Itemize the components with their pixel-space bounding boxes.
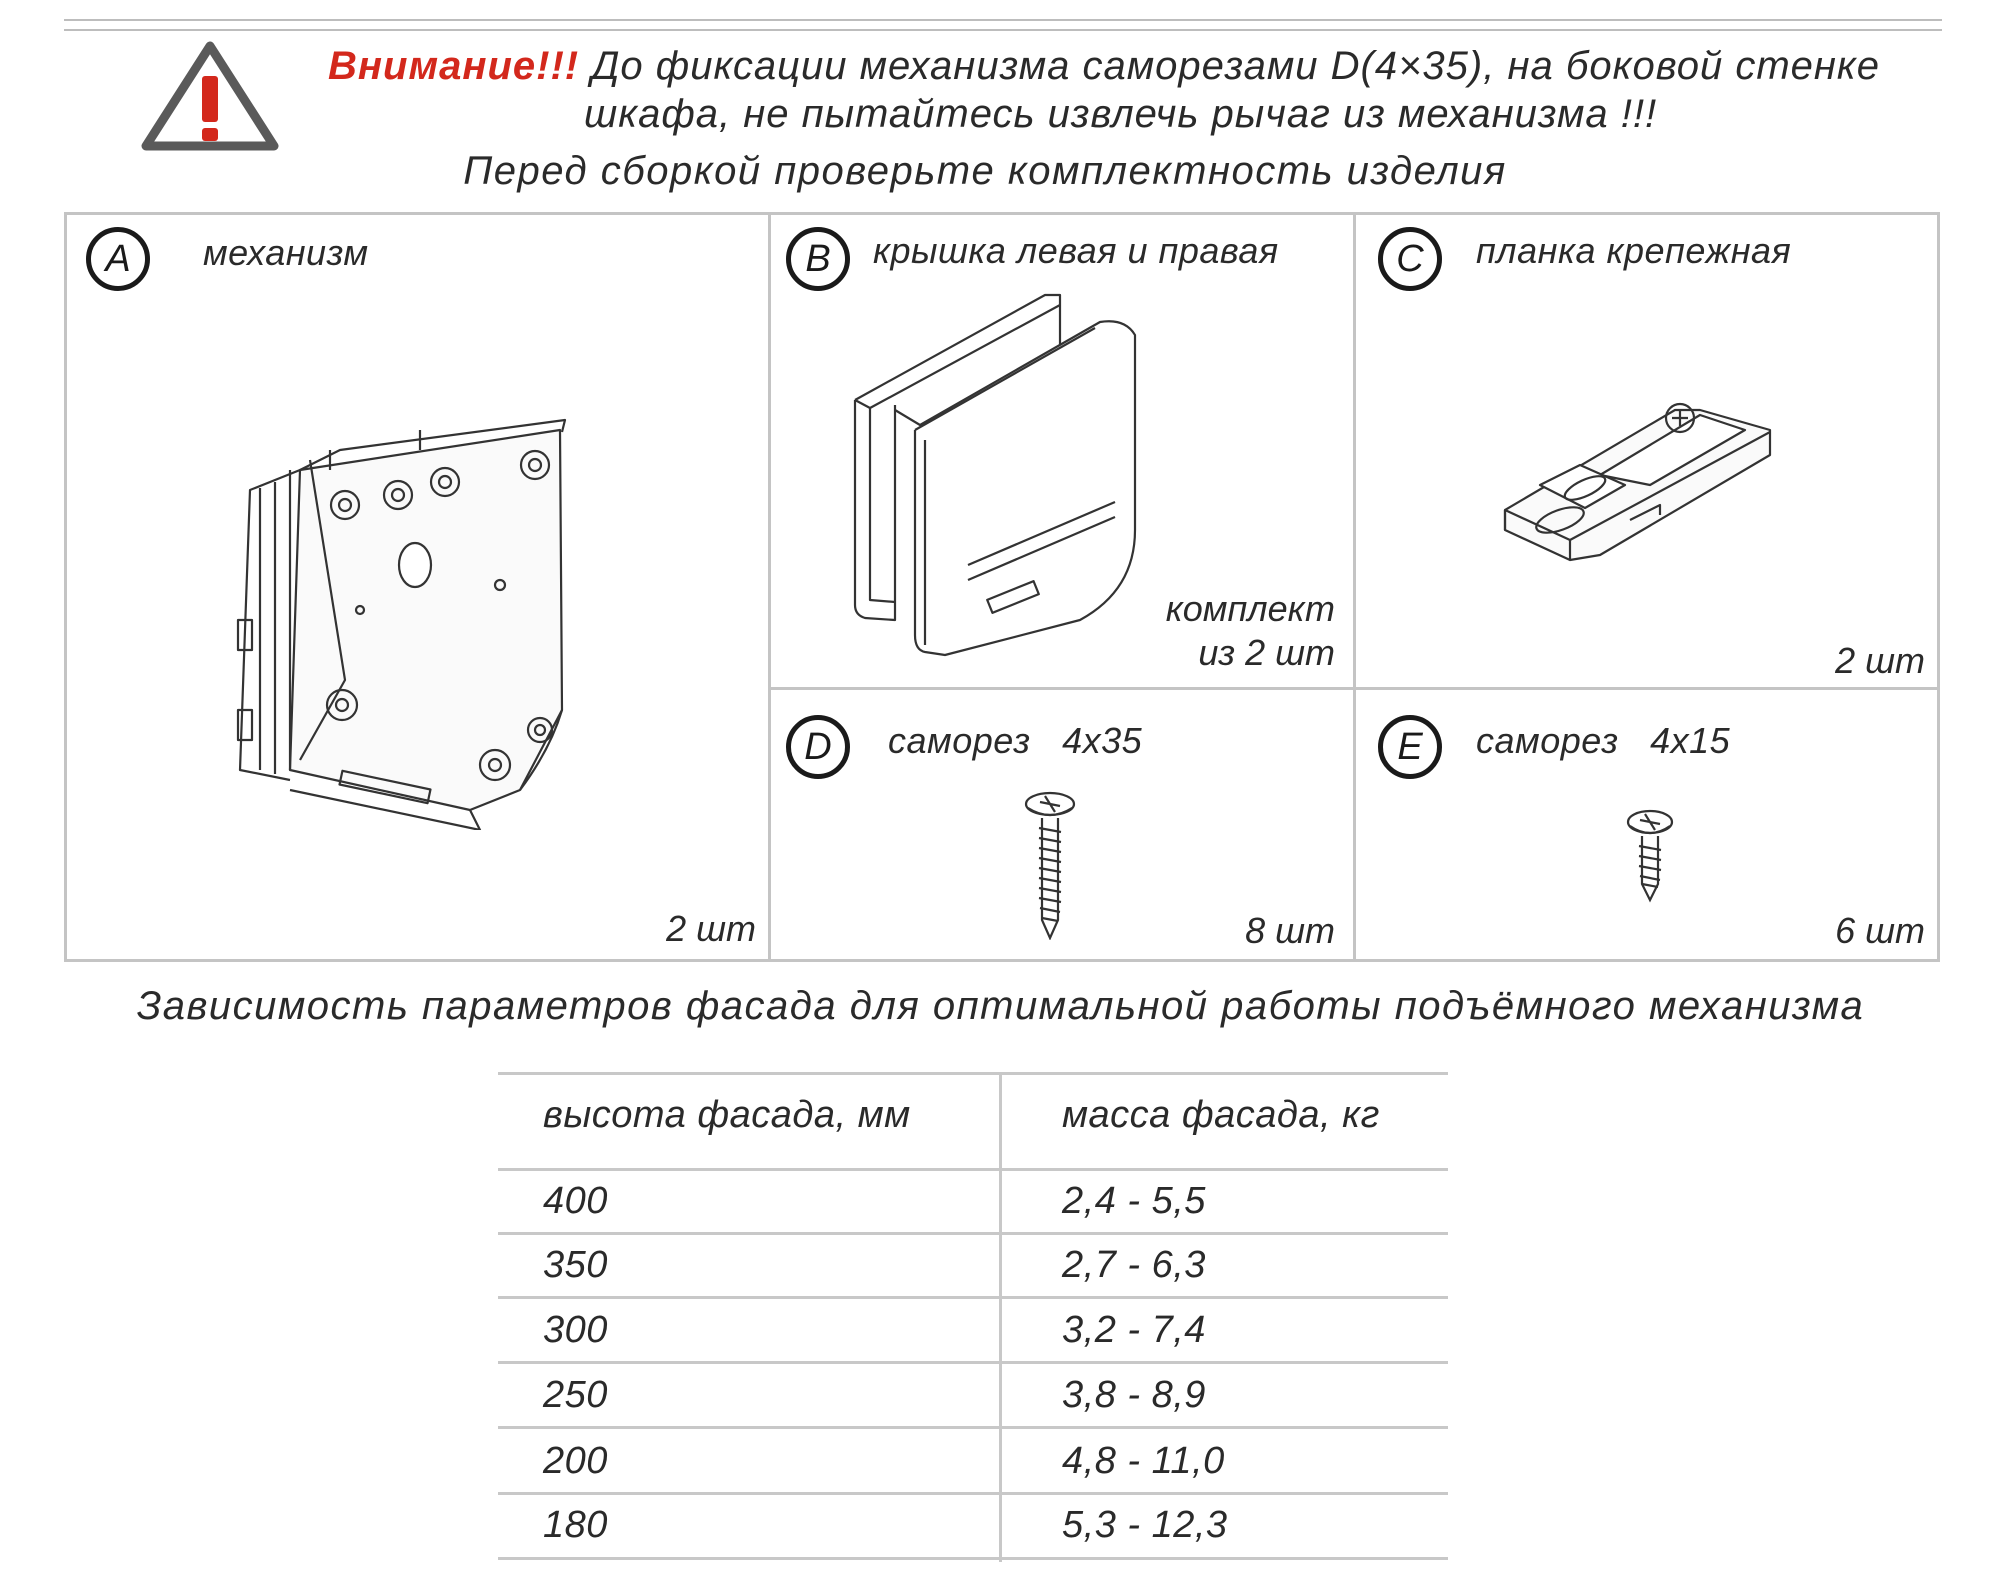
grid-divider-row [768,687,1940,690]
warning-line-1 [328,44,1880,89]
part-name-d-label: саморез [888,720,1031,761]
part-qty-b-line2: из 2 шт [1198,632,1335,673]
table-rule-1 [498,1232,1448,1235]
table-rule-bottom [498,1557,1448,1560]
table-cell-height: 180 [543,1504,608,1546]
part-qty-a: 2 шт [666,908,756,949]
table-header-height: высота фасада, мм [543,1094,911,1136]
warning-text-2: шкафа, не пытайтесь извлечь рычаг из механизма !!! [584,92,1658,136]
table-column-divider [999,1072,1002,1562]
table-cell-mass: 3,2 - 7,4 [1062,1309,1206,1351]
table-rule-2 [498,1296,1448,1299]
table-cell-height: 200 [543,1440,608,1482]
mounting-plate-icon [1500,370,1780,570]
part-name-a: механизм [203,232,369,273]
table-cell-height: 350 [543,1244,608,1286]
part-badge-e: E [1378,715,1442,779]
part-name-e [1476,720,1730,762]
part-qty-d: 8 шт [1245,910,1335,951]
grid-divider-2 [1353,212,1356,962]
part-name-c: планка крепежная [1476,230,1792,271]
part-badge-c: C [1378,227,1442,291]
part-qty-c: 2 шт [1835,640,1925,681]
grid-divider-1 [768,212,771,962]
part-name-d [888,720,1142,762]
short-screw-icon [1622,808,1678,903]
part-qty-b-line1: комплект [1165,588,1335,629]
warning-triangle-icon [140,40,280,152]
table-cell-height: 250 [543,1374,608,1416]
part-badge-d: D [786,715,850,779]
table-rule-header [498,1168,1448,1171]
part-size-e: 4x15 [1650,720,1731,761]
part-name-e-label: саморез [1476,720,1619,761]
warning-text-1: До фиксации механизма саморезами D(4×35), на боковой стенке [591,44,1881,88]
table-cell-mass: 4,8 - 11,0 [1062,1440,1225,1482]
part-badge-a: A [86,227,150,291]
top-rule [64,19,1942,21]
table-cell-height: 300 [543,1309,608,1351]
table-cell-mass: 2,7 - 6,3 [1062,1244,1206,1286]
part-badge-b: B [786,227,850,291]
table-cell-mass: 3,8 - 8,9 [1062,1374,1206,1416]
mechanism-icon [230,410,610,830]
subtitle: Перед сборкой проверьте комплектность изделия [463,149,1507,193]
table-rule-4 [498,1426,1448,1429]
table-rule-5 [498,1492,1448,1495]
table-rule-top [498,1072,1448,1075]
part-size-d: 4x35 [1062,720,1143,761]
part-qty-e: 6 шт [1835,910,1925,951]
warning-line-2 [584,92,1657,137]
warning-label: Внимание!!! [328,44,580,88]
table-cell-height: 400 [543,1180,608,1222]
long-screw-icon [1020,790,1080,940]
table-title: Зависимость параметров фасада для оптимальной работы подъёмного механизма [136,984,1865,1028]
table-cell-mass: 2,4 - 5,5 [1062,1180,1206,1222]
table-rule-3 [498,1361,1448,1364]
table-header-mass: масса фасада, кг [1062,1094,1380,1136]
table-cell-mass: 5,3 - 12,3 [1062,1504,1228,1546]
top-rule-second [64,29,1942,31]
part-name-b: крышка левая и правая [873,230,1279,271]
